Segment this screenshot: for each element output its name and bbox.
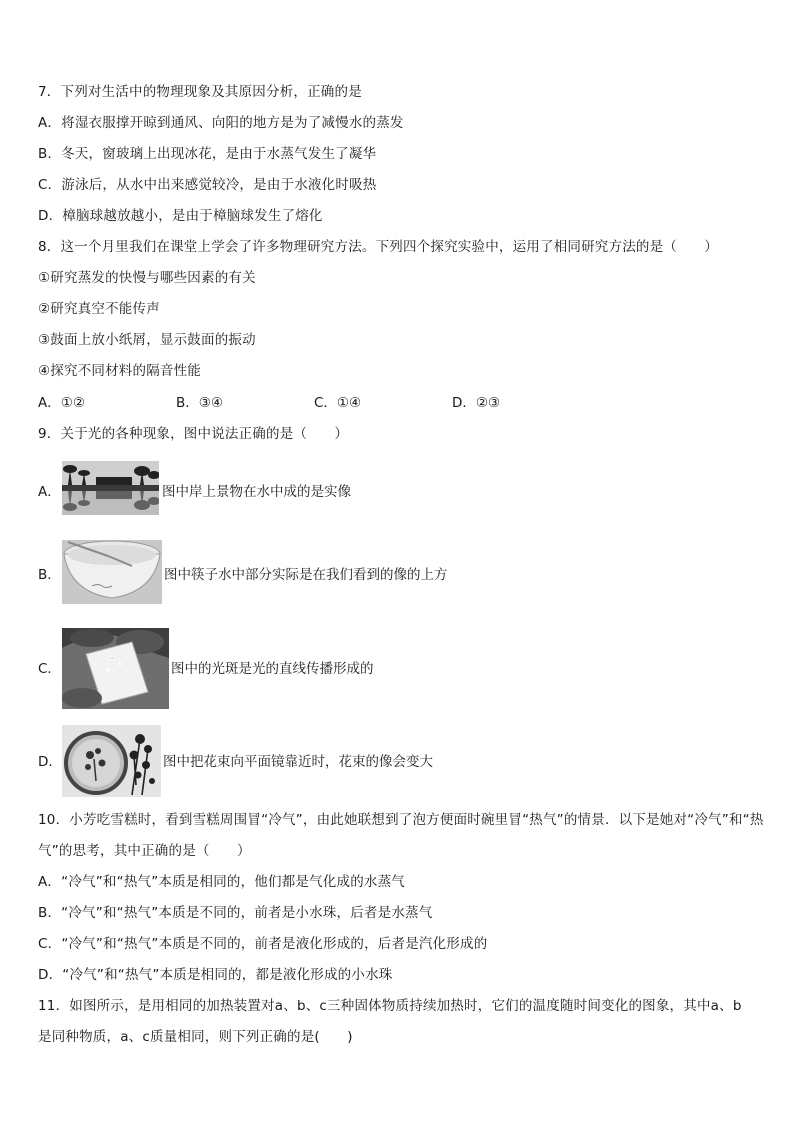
- q10-option-c: C．“冷气”和“热气”本质是不同的，前者是液化形成的，后者是汽化形成的: [38, 936, 488, 952]
- q8-choice-a: A．①②: [38, 395, 85, 411]
- q9-option-c-text: 图中的光斑是光的直线传播形成的: [171, 661, 374, 677]
- q9-option-a-label: A．: [38, 484, 61, 500]
- q8-stem: 8．这一个月里我们在课堂上学会了许多物理研究方法。下列四个探究实验中，运用了相同研究方法的是（ ）: [38, 239, 719, 255]
- q9-option-a-text: 图中岸上景物在水中成的是实像: [162, 484, 351, 500]
- q11-stem-line2: 是同种物质，a、c质量相同，则下列正确的是( ): [38, 1029, 353, 1045]
- q9-option-b-label: B．: [38, 567, 61, 583]
- light-spots-image: [62, 628, 169, 709]
- q7-option-a: A．将湿衣服撑开晾到通风、向阳的地方是为了减慢水的蒸发: [38, 115, 404, 131]
- q10-option-a: A．“冷气”和“热气”本质是相同的，他们都是气化成的水蒸气: [38, 874, 406, 890]
- q8-choice-c: C．①④: [314, 395, 362, 411]
- q7-option-c: C．游泳后，从水中出来感觉较冷，是由于水液化时吸热: [38, 177, 377, 193]
- q7-option-b: B．冬天，窗玻璃上出现冰花，是由于水蒸气发生了凝华: [38, 146, 377, 162]
- q9-option-b-text: 图中筷子水中部分实际是在我们看到的像的上方: [164, 567, 448, 583]
- flower-mirror-image: [62, 725, 161, 797]
- q7-option-d: D．樟脑球越放越小，是由于樟脑球发生了熔化: [38, 208, 323, 224]
- q8-choice-d: D．②③: [452, 395, 501, 411]
- q7-stem: 7．下列对生活中的物理现象及其原因分析，正确的是: [38, 84, 362, 100]
- q9-stem: 9．关于光的各种现象，图中说法正确的是（ ）: [38, 426, 349, 442]
- q10-stem-line2: 气”的思考，其中正确的是（ ）: [38, 843, 251, 859]
- q9-option-d-label: D．: [38, 754, 62, 770]
- q10-option-b: B．“冷气”和“热气”本质是不同的，前者是小水珠，后者是水蒸气: [38, 905, 433, 921]
- q8-item-1: ①研究蒸发的快慢与哪些因素的有关: [38, 270, 256, 286]
- q10-stem-line1: 10．小芳吃雪糕时，看到雪糕周围冒“冷气”，由此她联想到了泡方便面时碗里冒“热气”的情景．以下是她对“冷气”和“热: [38, 812, 764, 828]
- q9-option-c-label: C．: [38, 661, 61, 677]
- q8-choice-b: B．③④: [176, 395, 223, 411]
- lake-reflection-image: [62, 461, 159, 515]
- q10-option-d: D．“冷气”和“热气”本质是相同的，都是液化形成的小水珠: [38, 967, 393, 983]
- q9-option-d-text: 图中把花束向平面镜靠近时，花束的像会变大: [163, 754, 433, 770]
- q8-item-2: ②研究真空不能传声: [38, 301, 160, 317]
- chopsticks-bowl-image: [62, 540, 162, 604]
- q8-item-4: ④探究不同材料的隔音性能: [38, 363, 202, 379]
- q11-stem-line1: 11．如图所示，是用相同的加热装置对a、b、c三种固体物质持续加热时，它们的温度随时间变化的图象，其中a、b: [38, 998, 742, 1014]
- q8-item-3: ③鼓面上放小纸屑，显示鼓面的振动: [38, 332, 256, 348]
